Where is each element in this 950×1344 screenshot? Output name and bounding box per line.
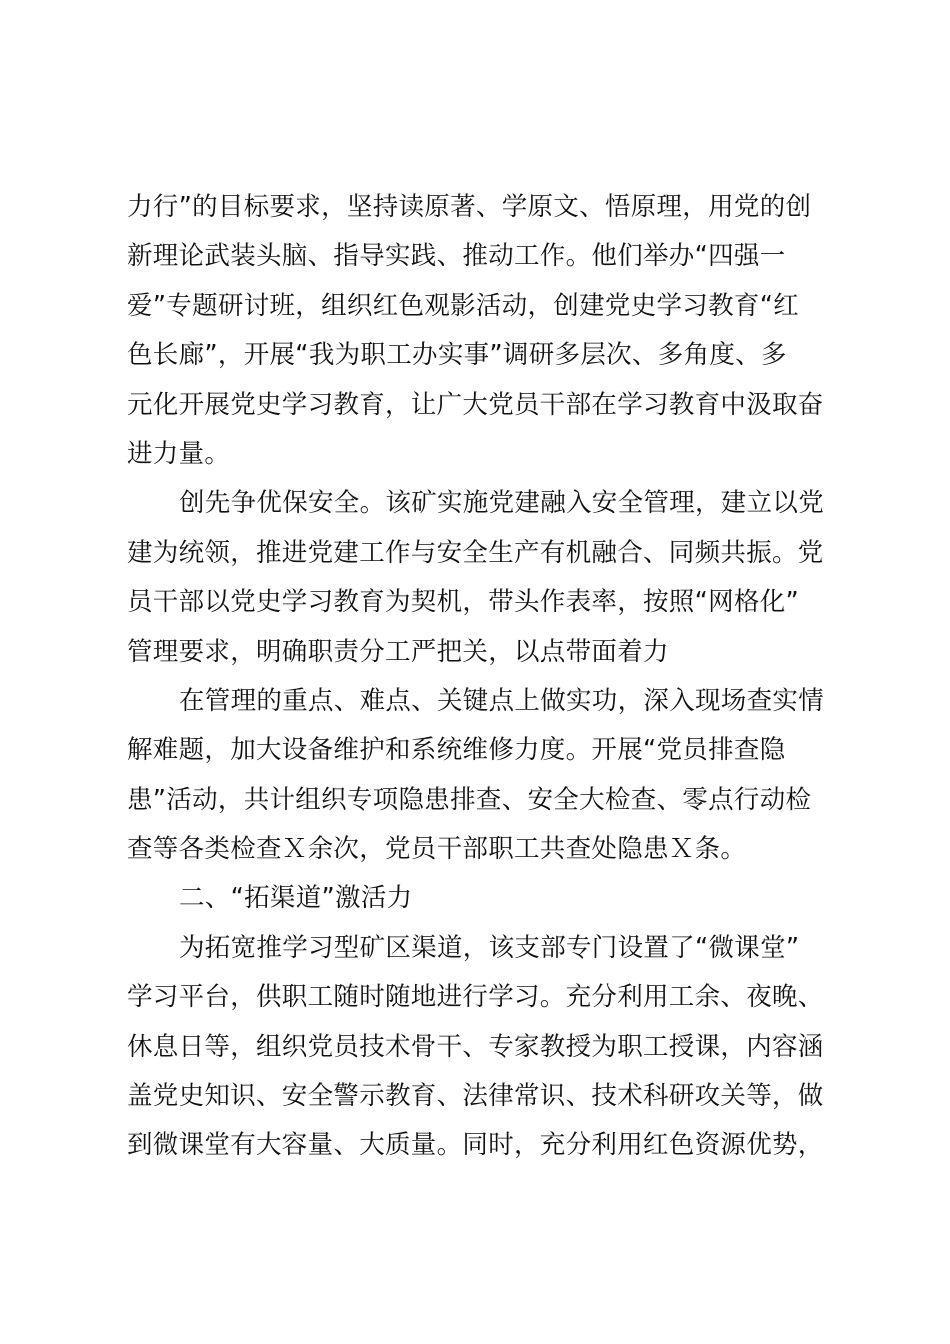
paragraph-start-line: 在管理的重点、难点、关键点上做实功，深入现场查实情: [179, 685, 825, 716]
paragraph-start-line: 为拓宽推学习型矿区渠道，该支部专门设置了“微课堂”: [179, 932, 800, 963]
section-heading: 二、“拓渠道”激活力: [179, 883, 413, 914]
text-line: 患”活动，共计组织专项隐患排查、安全大检查、零点行动检: [127, 784, 812, 815]
text-line: 爱”专题研讨班，组织红色观影活动，创建党史学习教育“红: [127, 290, 800, 321]
text-line: 管理要求，明确职责分工严把关，以点带面着力: [127, 636, 669, 667]
text-line: 新理论武装头脑、指导实践、推动工作。他们举办“四强一: [127, 241, 786, 272]
text-line: 力行”的目标要求，坚持读原著、学原文、悟原理，用党的创: [127, 192, 812, 222]
document-body: [127, 183, 847, 1171]
text-line: 盖党史知识、安全警示教育、法律常识、技术科研攻关等，做: [127, 1081, 824, 1112]
paragraph-start-line: 创先争优保安全。该矿实施党建融入安全管理，建立以党: [179, 488, 825, 519]
text-line: 休息日等，组织党员技术骨干、专家教授为职工授课，内容涵: [127, 1031, 824, 1062]
text-line: 到微课堂有大容量、大质量。同时，充分利用红色资源优势，: [127, 1130, 824, 1161]
text-line: 元化开展党史学习教育，让广大党员干部在学习教育中汲取奋: [127, 389, 824, 420]
text-line: 解难题，加大设备维护和系统维修力度。开展“党员排查隐: [127, 735, 786, 766]
text-line: 学习平台，供职工随时随地进行学习。充分利用工余、夜晚、: [127, 982, 824, 1013]
text-line: 员干部以党史学习教育为契机，带头作表率，按照“网格化”: [127, 587, 800, 618]
text-line: 建为统领，推进党建工作与安全生产有机融合、同频共振。党: [127, 537, 824, 568]
text-line: 色长廊”，开展“我为职工办实事”调研多层次、多角度、多: [127, 340, 787, 371]
text-line: 查等各类检查Ｘ余次，党员干部职工共查处隐患Ｘ条。: [127, 834, 747, 865]
text-line: 进力量。: [127, 438, 231, 469]
